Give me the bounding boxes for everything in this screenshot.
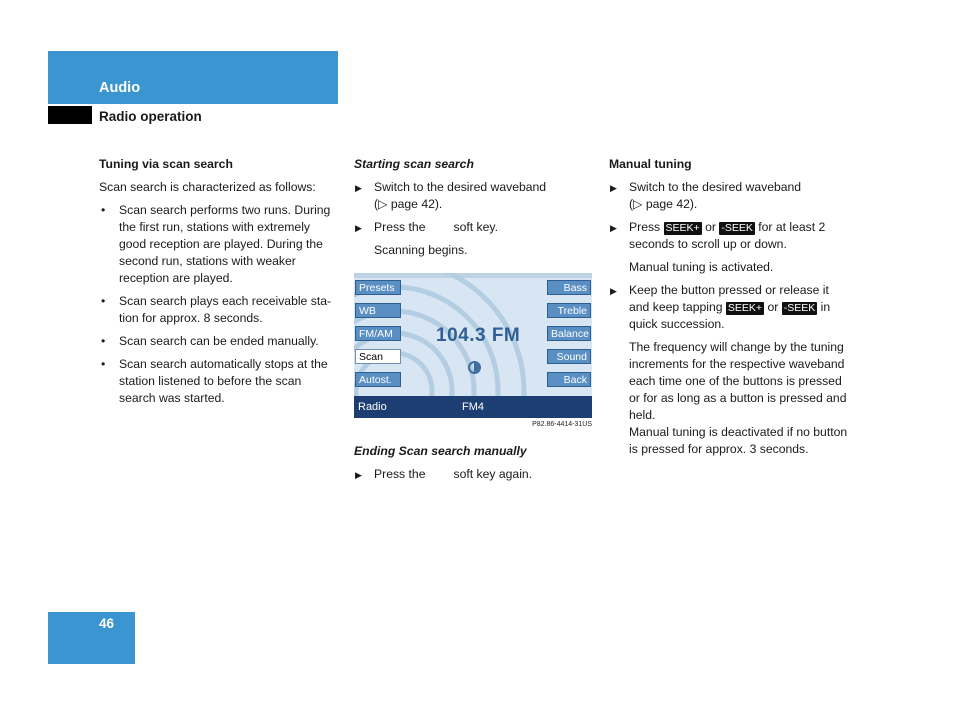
- list-item: [609, 219, 849, 253]
- header-banner: [48, 51, 338, 104]
- steps-end: [354, 466, 594, 483]
- step-text: for at least 2 seconds to scroll up or down.: [629, 220, 826, 251]
- list-item: [354, 466, 594, 483]
- list-item: [609, 179, 849, 213]
- softkey-treble[interactable]: Treble: [547, 303, 591, 318]
- list-item: [354, 219, 594, 236]
- bullet-list: [99, 202, 339, 407]
- heading-manual-tuning: Manual tuning: [609, 157, 692, 171]
- step-text: soft key again.: [453, 467, 533, 481]
- steps-manual-2: [609, 282, 849, 333]
- paragraph-tuning-increments: The frequency will change by the tuning increments for the respective waveband each time one of the buttons is pressed or for as long as a button is pressed and held.: [629, 340, 847, 422]
- step-text: in quick succession.: [629, 300, 831, 331]
- steps-manual: [609, 179, 849, 253]
- seek-plus-key[interactable]: SEEK+: [727, 302, 763, 314]
- section-marker: [48, 106, 92, 124]
- radio-display: [354, 273, 592, 418]
- status-source: Radio: [358, 401, 387, 413]
- list-item: [609, 282, 849, 333]
- softkey-back[interactable]: Back: [547, 372, 591, 387]
- paragraph-deactivation: Manual tuning is deactivated if no button is pressed for approx. 3 seconds.: [629, 425, 848, 456]
- step-text: or: [705, 220, 716, 234]
- list-item: • Scan search plays each receivable station for approx. 8 seconds.: [99, 293, 339, 327]
- status-bar: [354, 396, 592, 418]
- step-text: Press the: [374, 220, 426, 234]
- page-ref-link[interactable]: (▷ page 42).: [374, 197, 443, 211]
- step-text: Switch to the desired waveband: [629, 180, 802, 194]
- heading-ending-scan: Ending Scan search manually: [354, 444, 527, 458]
- image-caption: P82.86-4414-31US: [532, 421, 592, 428]
- softkey-scan[interactable]: Scan: [355, 349, 401, 364]
- step-text: Press the: [374, 467, 426, 481]
- softkey-wb[interactable]: WB: [355, 303, 401, 318]
- steps-start: [354, 179, 594, 236]
- result-text: Scanning begins.: [374, 243, 468, 257]
- step-text: or: [767, 300, 779, 314]
- seek-minus-key[interactable]: -SEEK: [783, 302, 816, 314]
- softkey-fm-am[interactable]: FM/AM: [355, 326, 401, 341]
- page-ref-link[interactable]: (▷ page 42).: [629, 197, 698, 211]
- softkey-balance[interactable]: Balance: [547, 326, 591, 341]
- intro-text: Scan search is characterized as follows:: [99, 180, 316, 194]
- softkey-sound[interactable]: Sound: [547, 349, 591, 364]
- section-title: Audio: [99, 80, 141, 96]
- heading-starting-scan: Starting scan search: [354, 157, 474, 171]
- subsection-title: Radio operation: [99, 109, 202, 124]
- list-item: [354, 179, 594, 213]
- column-manual-tuning: [609, 156, 849, 464]
- step-text: Keep the button pressed or release it and keep tapping: [629, 283, 829, 314]
- list-item: • Scan search performs two runs. During the first run, stations with extremely good reception are played. During the second run, stations with weaker reception are played.: [99, 202, 339, 287]
- column-starting-scan: [354, 156, 594, 489]
- softkey-autost[interactable]: Autost.: [355, 372, 401, 387]
- softkey-presets[interactable]: Presets: [355, 280, 401, 295]
- step-text: Switch to the desired waveband: [374, 180, 547, 194]
- softkey-bass[interactable]: Bass: [547, 280, 591, 295]
- page-number-box: [48, 612, 135, 664]
- seek-plus-key[interactable]: SEEK+: [665, 222, 700, 234]
- result-text: Manual tuning is activated.: [629, 260, 774, 274]
- step-text: Press: [629, 220, 661, 234]
- page-number: 46: [99, 616, 115, 631]
- list-item: • Scan search automatically stops at the station listened to before the scan search was started.: [99, 356, 339, 407]
- heading-tuning-scan: Tuning via scan search: [99, 157, 233, 171]
- status-station: FM4: [462, 401, 484, 413]
- seek-minus-key[interactable]: -SEEK: [721, 222, 753, 234]
- frequency-readout: 104.3 FM: [436, 325, 521, 346]
- scan-progress-icon: [468, 361, 481, 374]
- step-text: soft key.: [453, 220, 498, 234]
- list-item: • Scan search can be ended manually.: [99, 333, 339, 350]
- column-scan-search: [99, 156, 339, 413]
